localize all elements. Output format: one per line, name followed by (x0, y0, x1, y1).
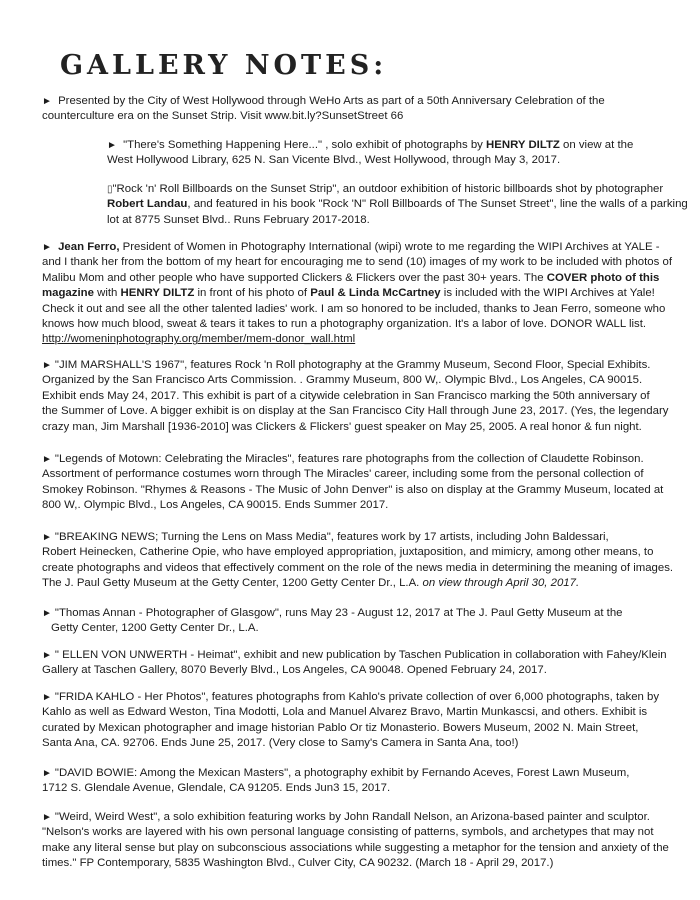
note-text: lot at 8775 Sunset Blvd.. Runs February 2017-2018. (107, 213, 370, 226)
note-text: "DAVID BOWIE: Among the Mexican Masters", a photography exhibit by Fernando Aceves, Forest Lawn Museum, (54, 767, 630, 779)
bullet-arrow-icon: ► (42, 454, 52, 465)
note-text: "BREAKING NEWS; Turning the Lens on Mass Media", features work by 17 artists, including John Baldessari, (54, 531, 609, 543)
bullet-glyph-icon: ▯ (107, 184, 113, 195)
note-text: Exhibit ends May 24, 2017. This exhibit is part of a citywide celebration in San Francisco marking the 50th anniversary of (42, 389, 650, 402)
note-kahlo (42, 690, 670, 752)
note-text: curated by Mexican photographer and image historian Pablo Or tiz Monasterio. Bowers Museum, 2002 N. Main Street, (42, 721, 639, 734)
note-text: "Weird, Weird West", a solo exhibition featuring works by John Randall Nelson, an Arizona-based painter and sculptor. (54, 811, 650, 823)
note-text: "There's Something Happening Here..." , solo exhibit of photographs by (123, 139, 487, 151)
note-text: on view at the (559, 139, 634, 151)
note-text: on view through April 30, 2017. (422, 577, 580, 590)
note-text: "Rock 'n' Roll Billboards on the Sunset Strip", an outdoor exhibition of historic billboards shot by photographer (112, 183, 664, 195)
person-name: Jean Ferro, (58, 241, 120, 253)
note-text: with (93, 287, 121, 300)
donor-wall-link[interactable]: http://womeninphotography.org/member/mem-donor_wall.html (42, 333, 356, 346)
note-text: "Thomas Annan - Photographer of Glasgow", runs May 23 - August 12, 2017 at The J. Paul Getty Museum at the (54, 607, 623, 619)
note-motown (42, 452, 670, 514)
highlight-text: magazine (42, 287, 94, 300)
bullet-arrow-icon: ► (42, 242, 52, 253)
note-text: The J. Paul Getty Museum at the Getty Center, 1200 Getty Center Dr., L.A. (42, 577, 423, 590)
note-text: Assortment of performance costumes worn through The Miracles' career, including some from the personal collection of (42, 468, 644, 481)
note-text: 1712 S. Glendale Avenue, Glendale, CA 91205. Ends Jun3 15, 2017. (42, 782, 391, 795)
note-text: Malibu Mom and other people who have supported Clickers & Flickers over the past 30+ years. The (42, 271, 547, 284)
note-ferro (42, 240, 670, 348)
artist-name: Paul & Linda McCartney (310, 287, 441, 300)
note-text: Gallery at Taschen Gallery, 8070 Beverly Blvd., Los Angeles, CA 90048. Opened February 24, 2017. (42, 664, 547, 677)
note-text: counterculture era on the Sunset Strip. Visit www.bit.ly?SunsetStreet 66 (42, 110, 404, 123)
note-breaking-news (42, 530, 674, 592)
note-unwerth (42, 648, 670, 679)
note-text: Robert Heinecken, Catherine Opie, who have employed appropriation, juxtaposition, and mimicry, among other means, to (42, 546, 654, 559)
note-text: "Nelson's works are layered with his own personal language consisting of patterns, symbols, and archetypes that may not (42, 826, 654, 839)
note-text: West Hollywood Library, 625 N. San Vicente Blvd., West Hollywood, through May 3, 2017. (107, 154, 561, 167)
artist-name: HENRY DILTZ (120, 287, 195, 300)
highlight-text: COVER photo of this (546, 271, 660, 284)
note-text: " ELLEN VON UNWERTH - Heimat", exhibit and new publication by Taschen Publication in collaboration with Fahey/Klein (54, 649, 667, 661)
note-text: "FRIDA KAHLO - Her Photos", features photographs from Kahlo's private collection of over 6,000 photographs, taken by (54, 691, 660, 703)
note-text: and I thank her from the bottom of my heart for encouraging me to send (10) images of my work to be included with photos of (42, 256, 672, 269)
note-text: Getty Center, 1200 Getty Center Dr., L.A. (51, 622, 259, 635)
note-text: Organized by the San Francisco Arts Commission. . Grammy Museum, 800 W,. Olympic Blvd., Los Angeles, CA 90015. (42, 374, 643, 387)
note-text: Kahlo as well as Edward Weston, Tina Modotti, Lola and Manuel Alvarez Bravo, Martin Munkascsi, and others. Exhibit is (42, 706, 648, 719)
page-title: GALLERY NOTES: (60, 50, 388, 81)
bullet-arrow-icon: ► (42, 692, 52, 703)
note-billboards (107, 182, 688, 228)
note-bowie (42, 766, 670, 797)
note-text: in front of his photo of (194, 287, 311, 300)
bullet-arrow-icon: ► (107, 140, 117, 151)
note-text: Presented by the City of West Hollywood through WeHo Arts as part of a 50th Anniversary Celebration of the (58, 95, 605, 107)
bullet-arrow-icon: ► (42, 650, 52, 661)
note-text: 800 W,. Olympic Blvd., Los Angeles, CA 90015. Ends Summer 2017. (42, 499, 389, 512)
note-text: knows how much blood, sweat & tears it takes to run a photography organization. It's a labor of love. DONOR WALL list. (42, 318, 647, 331)
note-text: "JIM MARSHALL'S 1967", features Rock 'n Roll photography at the Grammy Museum, Second Floor, Special Exhibits. (54, 359, 651, 371)
bullet-arrow-icon: ► (42, 532, 52, 543)
note-intro (42, 94, 670, 125)
bullet-arrow-icon: ► (42, 360, 52, 371)
note-text: make any literal sense but play on subconscious associations while suggesting a metaphor for the tension and anxiety of the (42, 841, 669, 854)
note-weird-west (42, 810, 670, 872)
note-text: Santa Ana, CA. 92706. Ends June 25, 2017. (Very close to Samy's Camera in Santa Ana, too!) (42, 737, 519, 750)
artist-name: Robert Landau (107, 198, 188, 211)
note-text: times." FP Contemporary, 5835 Washington Blvd., Culver City, CA 90232. (March 18 - April 29, 2017.) (42, 857, 554, 870)
note-text: create photographs and videos that effectively comment on the role of the news media in determining the meaning of images. (42, 561, 674, 574)
bullet-arrow-icon: ► (42, 96, 52, 107)
note-text: Check it out and see all the other talented ladies' work. I am so honored to be included, thanks to Jean Ferro, someone who (42, 302, 666, 315)
note-diltz (107, 138, 667, 169)
note-text: is included with the WIPI Archives at Yale! (440, 287, 655, 300)
bullet-arrow-icon: ► (42, 608, 52, 619)
note-text: "Legends of Motown: Celebrating the Miracles", features rare photographs from the collection of Claudette Robinson. (54, 453, 644, 465)
note-text: the Summer of Love. A bigger exhibit is on display at the San Francisco City Hall through June 23, 2017. (Yes, the legendary (42, 405, 669, 418)
note-annan (42, 606, 670, 637)
note-text: Smokey Robinson. "Rhymes & Reasons - The Music of John Denver" is also on display at the Grammy Museum, located at (42, 483, 664, 496)
note-text: President of Women in Photography International (wipi) wrote to me regarding the WIPI Archives at YALE - (119, 241, 660, 253)
artist-name: HENRY DILTZ (486, 139, 560, 151)
note-text: , and featured in his book "Rock 'N" Roll Billboards of The Sunset Street", line the walls of a parking (187, 198, 688, 211)
bullet-arrow-icon: ► (42, 768, 52, 779)
note-marshall (42, 358, 670, 435)
note-text: crazy man, Jim Marshall [1936-2010] was Clickers & Flickers' guest speaker on May 25, 2005. A real honor & fun night. (42, 420, 642, 433)
bullet-arrow-icon: ► (42, 812, 52, 823)
